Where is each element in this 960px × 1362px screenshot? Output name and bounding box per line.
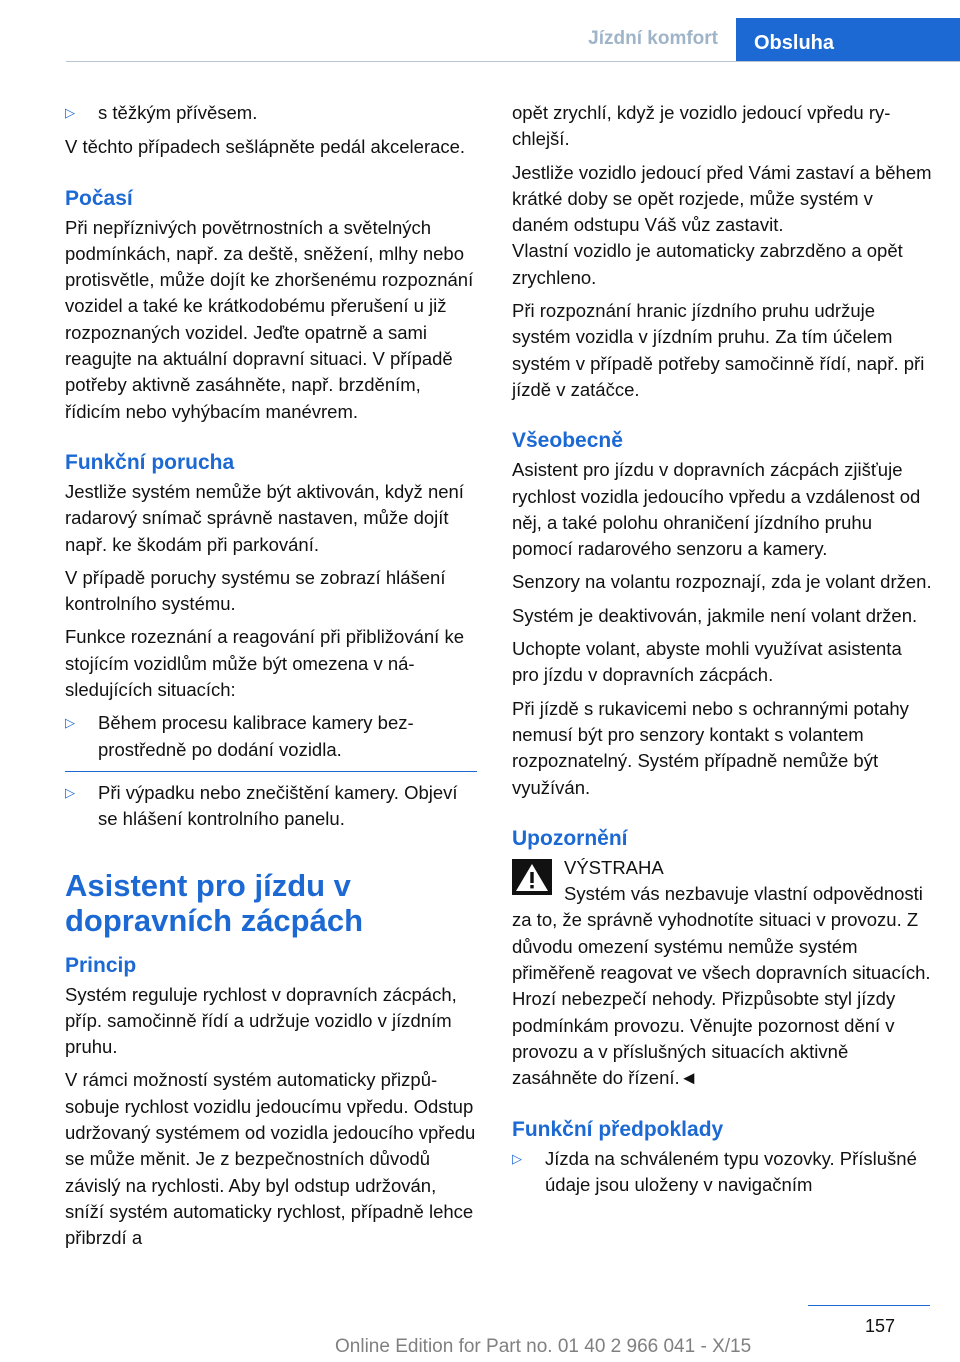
section-title: Asistent pro jízdu v dopravních zácpách (65, 867, 364, 938)
warning-text: Systém vás nezbavuje vlastní odpovědnosti za to, že správně vyhodnotíte situaci v provozu. Z důvodu omezení systému nemůže systém přiměřeně reagovat ve všech dopravních situacích. Hrozí nebezpečí nehody. Přizpůsobte styl jízdy podmínkám provozu. Věnujte pozornost dění v provozu a v příslušných situacích aktivně zasáhněte do řízení.◄ (512, 883, 931, 1089)
paragraph: Při rozpoznání hranic jízdního pruhu udržuje systém vozidla v jízdním pruhu. Za tím účelem systém v případě potřeby samočinně řídí, např. při jízdě v zatáčce. (512, 300, 925, 400)
paragraph: Vlastní vozidlo je automaticky zabrzděno a opět zrychleno. (512, 240, 903, 288)
left-column (65, 100, 477, 1259)
paragraph: Funkce rozeznání a reagování při přibližování ke stojícím vozidlům může být omezena v následujících situacích: (65, 626, 464, 701)
paragraph: opět zrychlí, když je vozidlo jedoucí vpředu rychlejší. (512, 102, 891, 150)
paragraph: Jestliže systém nemůže být aktivován, když není radarový snímač správně nastaven, může dojít např. ke škodám při parkování. (65, 480, 464, 555)
heading-requirements: Funkční předpoklady (512, 1117, 724, 1141)
paragraph: Při nepříznivých povětrnostních a světelných podmínkách, např. za deště, sněžení, mlhy nebo protisvětle, může dojít ke zhoršenému rozpoznání vozidel a také ke krátkodobému přerušení u již rozpoznaných vozidel. Jeďte opatrně a sami reagujte na aktuální dopravní situaci. V případě potřeby aktivně zasáhněte, např. brzděním, řídicím nebo vyhýbacím manévrem. (65, 216, 474, 422)
heading-principle: Princip (65, 953, 137, 977)
header-chapter-tab: Obsluha (736, 18, 960, 61)
right-column (512, 100, 932, 1206)
page-number: 157 (864, 1316, 895, 1336)
header-rule (66, 61, 960, 62)
warning-block (512, 855, 932, 881)
paragraph: V těchto případech sešlápněte pedál akcelerace. (65, 136, 466, 158)
heading-weather: Počasí (65, 186, 133, 210)
paragraph: V rámci možností systém automaticky přizpůsobuje rychlost vozidlu jedoucímu vpředu. Odstup udržovaný systémem od vozidla jedoucího vpředu se může měnit. Je z bezpečnostních důvodů závislý na rychlosti. Aby byl odstup udržován, sníží systém automaticky rychlost, případně lehce přibrzdí a (65, 1069, 476, 1249)
list-divider (65, 771, 477, 772)
paragraph: Jestliže vozidlo jedoucí před Vámi zastaví a během krátké doby se opět rozjede, může systém v daném odstupu Váš vůz zastavit. (512, 161, 932, 236)
footer-rule (808, 1305, 930, 1306)
list-item: ▷ Při výpadku nebo znečištění kamery. Objeví se hlášení kontrolního panelu. (65, 781, 458, 830)
paragraph: Uchopte volant, abyste mohli využívat asistenta pro jízdu v dopravních zácpách. (512, 638, 902, 686)
paragraph: Systém je deaktivován, jakmile není volant držen. (512, 604, 918, 626)
bullet-triangle-icon: ▷ (512, 1150, 522, 1166)
footer-edition: Online Edition for Part no. 01 40 2 966 041 - X/15 (335, 1336, 752, 1357)
paragraph: Systém reguluje rychlost v dopravních zácpách, příp. samočinně řídí a udržuje vozidlo v jízdním pruhu. (65, 983, 457, 1058)
paragraph: V případě poruchy systému se zobrazí hlášení kontrolního systému. (65, 566, 446, 615)
list-item: ▷ Během procesu kalibrace kamery bezprostředně po dodání vozidla. (65, 712, 414, 760)
heading-general: Všeobecně (512, 429, 623, 453)
list-item: ▷ Jízda na schváleném typu vozovky. Příslušné údaje jsou uloženy v navigačním (512, 1147, 917, 1195)
bullet-triangle-icon: ▷ (65, 715, 75, 731)
bullet-triangle-icon: ▷ (65, 105, 75, 120)
heading-fault: Funkční porucha (65, 450, 235, 474)
header-section-title: Jízdní komfort (588, 28, 718, 49)
paragraph: Při jízdě s rukavicemi nebo s ochrannými potahy nemusí být pro senzory kontakt s volantem rozpoznatelný. Systém případně nemůže být využíván. (512, 697, 909, 798)
heading-note: Upozornění (512, 826, 628, 850)
bullet-triangle-icon: ▷ (65, 784, 75, 800)
list-item: ▷ s těžkým přívěsem. (65, 100, 477, 126)
paragraph: Asistent pro jízdu v dopravních zácpách zjišťuje rychlost vozidla jedoucího vpředu a vzdálenost od něj, a také polohu ohraničení jízdního pruhu pomocí radarového senzoru a kamery. (512, 459, 921, 560)
paragraph: Senzory na volantu rozpoznají, zda je volant držen. (512, 571, 932, 593)
warning-triangle-icon (512, 859, 552, 895)
warning-label: VÝSTRAHA (564, 856, 664, 878)
